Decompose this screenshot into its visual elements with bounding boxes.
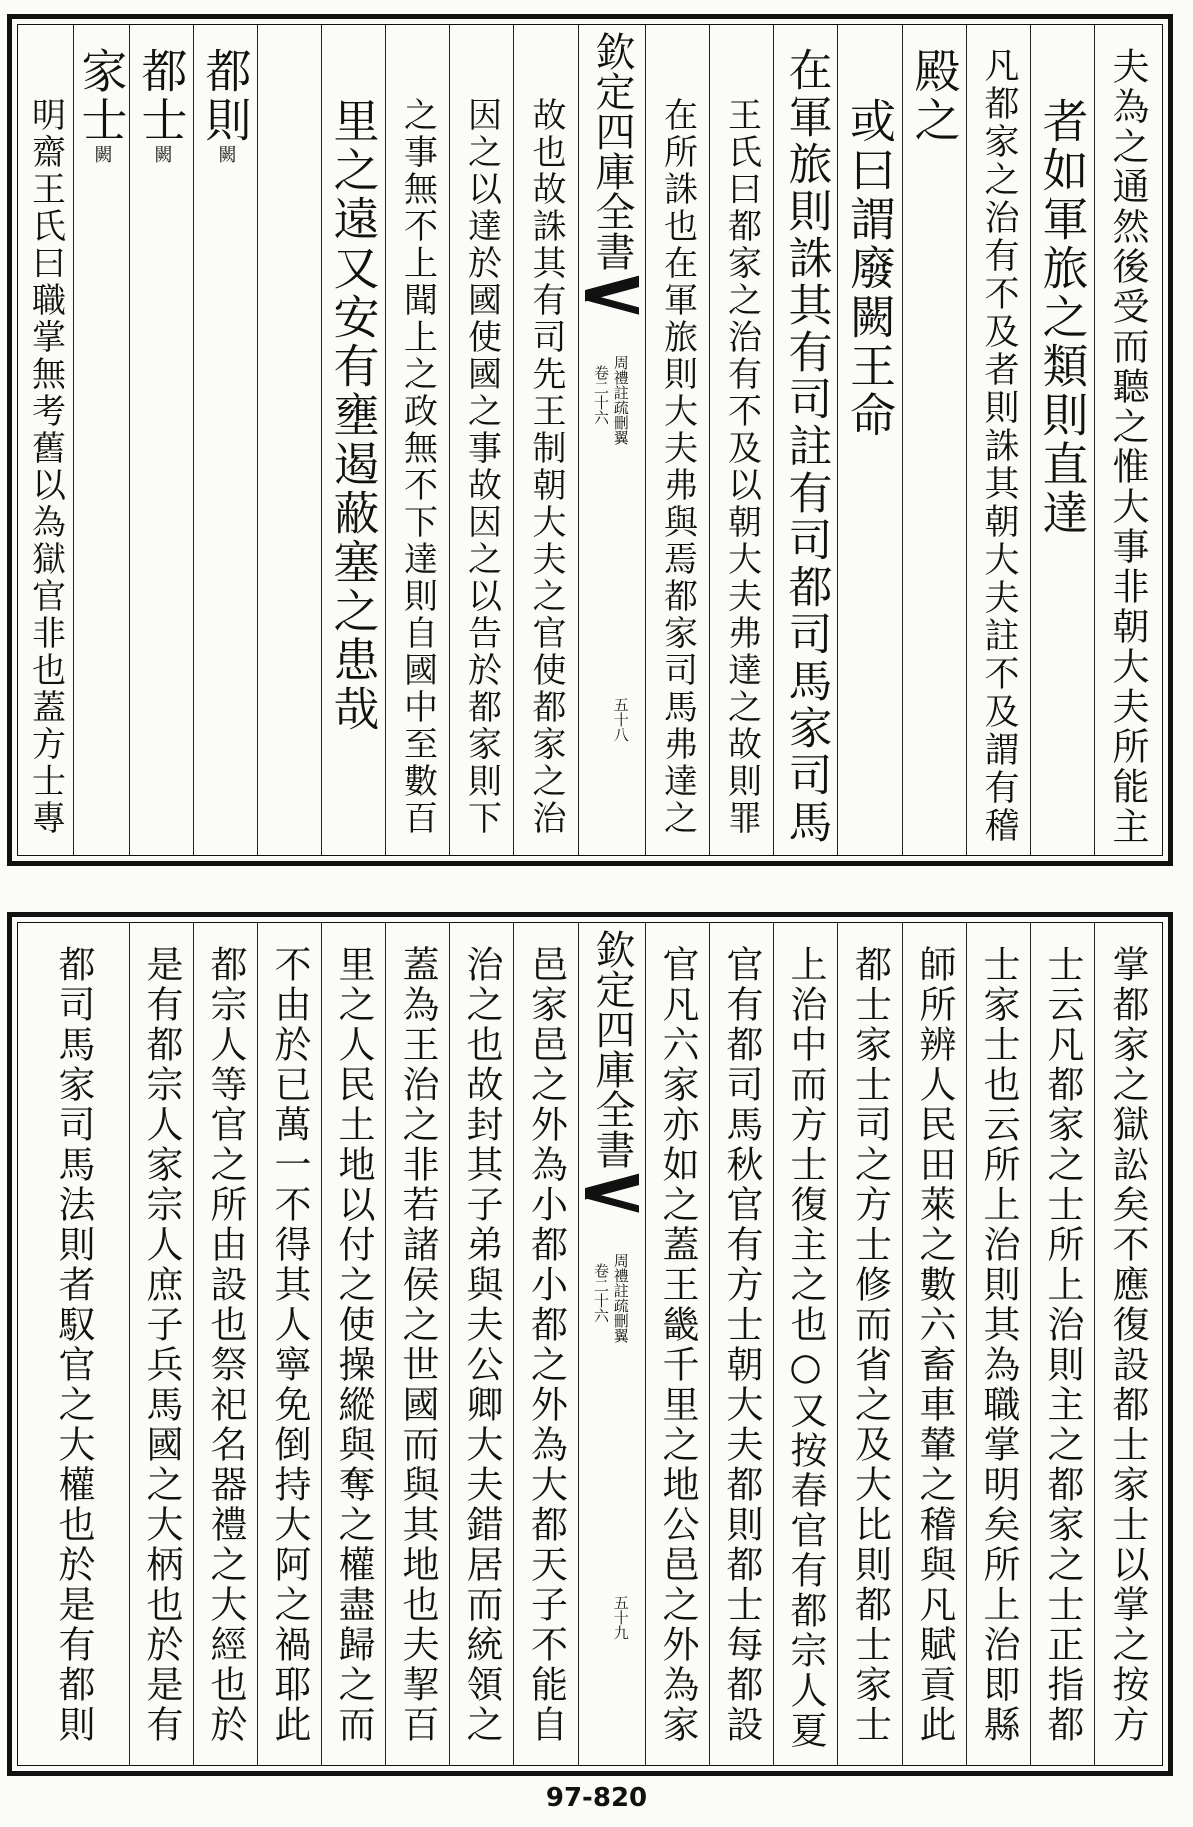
text-column	[129, 25, 193, 855]
column-text-main: 都士	[134, 47, 189, 145]
column-text	[1035, 97, 1090, 538]
column-text-main: 蓋為王治之非若諸侯之世國而與其地也夫挈百	[396, 945, 439, 1745]
lacuna-mark: 闕	[151, 145, 173, 163]
column-text	[268, 945, 311, 1745]
text-column	[1094, 25, 1160, 855]
text-column	[709, 923, 773, 1765]
column-text-main: 里之人民土地以付之使操縱與奪之權盡歸之而	[332, 945, 375, 1745]
column-text	[396, 945, 439, 1745]
column-text	[1041, 945, 1084, 1745]
leaf-number: 五十八	[611, 697, 630, 742]
column-text	[460, 945, 503, 1745]
column-text-main: 都則	[198, 47, 253, 145]
column-text-main: 王氏曰都家之治有不及以朝大夫弗達之故則罪	[721, 97, 762, 837]
column-text-main: 治之也故封其子弟與夫公卿大夫錯居而統領之	[460, 945, 503, 1745]
column-text	[397, 97, 438, 837]
column-text-main: 不由於已萬一不得其人寧免倒持大阿之禍耶此	[268, 945, 311, 1745]
bottom-page-inner-frame	[17, 922, 1163, 1766]
text-column	[837, 25, 902, 855]
column-text-main: 都士家士司之方士修而省之及大比則都士家士	[848, 945, 892, 1745]
column-text-main: 者如軍旅之類則直達	[1035, 97, 1090, 538]
text-column	[193, 25, 257, 855]
text-column	[321, 923, 385, 1765]
top-page	[7, 14, 1173, 866]
lacuna-mark: 闕	[91, 145, 113, 163]
column-text-main: 上治中而方士復主之也○又按春官有都宗人夏	[784, 945, 827, 1751]
text-column	[513, 923, 578, 1765]
text-column	[1030, 25, 1094, 855]
fish-tail-mark-lower	[585, 293, 639, 315]
column-text-main: 士云凡都家之士所上治則主之都家之士正指都	[1041, 945, 1084, 1745]
text-column	[1094, 923, 1160, 1765]
column-text	[913, 945, 956, 1745]
text-column	[902, 25, 966, 855]
column-text	[848, 945, 892, 1745]
column-text	[1106, 47, 1149, 847]
text-column	[257, 25, 321, 855]
column-text	[25, 97, 66, 837]
column-text	[780, 47, 832, 846]
column-text-main: 在軍旅則誅其有司註有司都司馬家司馬	[780, 47, 832, 846]
fish-tail-mark-lower	[585, 1191, 639, 1213]
book-title: 周禮註疏刪翼	[611, 1253, 630, 1343]
text-column	[257, 923, 321, 1765]
text-column	[18, 923, 129, 1765]
center-band	[578, 25, 645, 855]
text-column	[773, 923, 837, 1765]
bottom-page	[7, 912, 1173, 1776]
text-column	[966, 25, 1030, 855]
text-column	[645, 923, 709, 1765]
text-column	[73, 25, 129, 855]
column-text-main: 在所誅也在軍旅則大夫弗與焉都家司馬弗達之	[657, 97, 698, 837]
column-text	[198, 47, 253, 163]
text-column	[837, 923, 902, 1765]
text-column	[129, 923, 193, 1765]
text-column	[193, 923, 257, 1765]
text-column	[709, 25, 773, 855]
column-text-main: 官有都司馬秋官有方士朝大夫都則都士每都設	[720, 945, 763, 1745]
text-column	[321, 25, 385, 855]
column-text-main: 殿之	[907, 47, 962, 145]
text-column	[18, 25, 73, 855]
text-column	[385, 25, 449, 855]
column-text-main: 師所辨人民田萊之數六畜車輦之稽與凡賦貢此	[913, 945, 956, 1745]
column-text-main: 都宗人等官之所由設也祭祀名器禮之大經也於	[204, 945, 247, 1745]
column-text-main: 士家士也云所上治則其為職掌明矣所上治即縣	[977, 945, 1020, 1745]
column-text	[52, 945, 95, 1745]
text-column	[645, 25, 709, 855]
center-band	[578, 923, 645, 1765]
column-text	[526, 97, 566, 837]
column-text-main: 故也故誅其有司先王制朝大夫之官使都家之治	[526, 97, 566, 837]
column-text	[204, 945, 247, 1745]
column-text-main: 邑家邑之外為小都小都之外為大都天子不能自	[524, 945, 568, 1745]
column-text-main: 官凡六家亦如之蓋王畿千里之地公邑之外為家	[656, 945, 699, 1745]
juan-number: 卷二十六	[591, 365, 610, 425]
leaf-number: 五十九	[611, 1595, 630, 1640]
text-column	[385, 923, 449, 1765]
text-column	[449, 923, 513, 1765]
column-text	[656, 945, 699, 1745]
column-text-main: 之事無不上聞上之政無不下達則自國中至數百	[397, 97, 438, 837]
column-text-main: 都司馬家司馬法則者馭官之大權也於是有都則	[52, 945, 95, 1745]
column-text	[721, 97, 762, 837]
column-text	[134, 47, 189, 163]
column-text-main: 夫為之通然後受而聽之惟大事非朝大夫所能主	[1106, 47, 1149, 847]
text-column	[966, 923, 1030, 1765]
column-text	[74, 47, 129, 163]
column-text-main: 因之以達於國使國之事故因之以告於都家則下	[461, 97, 502, 837]
collection-title: 欽定四庫全書	[589, 929, 635, 1169]
column-text-main: 家士	[74, 47, 129, 145]
column-text	[326, 97, 381, 734]
column-text-main: 或曰謂廢闕王命	[843, 97, 897, 440]
column-text	[1106, 945, 1149, 1745]
column-text	[720, 945, 763, 1745]
text-column	[1030, 923, 1094, 1765]
lacuna-mark: 闕	[215, 145, 237, 163]
column-text-main: 是有都宗人家宗人庶子兵馬國之大柄也於是有	[140, 945, 183, 1745]
book-title: 周禮註疏刪翼	[611, 355, 630, 445]
column-text	[657, 97, 698, 837]
text-column	[513, 25, 578, 855]
column-text	[140, 945, 183, 1745]
column-text-main: 掌都家之獄訟矣不應復設都士家士以掌之按方	[1106, 945, 1149, 1745]
column-text	[332, 945, 375, 1745]
text-column	[902, 923, 966, 1765]
text-column	[449, 25, 513, 855]
bottom-columns	[18, 923, 1162, 1765]
column-text	[979, 47, 1019, 845]
volume-page-number: 97-820	[545, 1783, 648, 1813]
text-column	[773, 25, 837, 855]
column-text-main: 凡都家之治有不及者則誅其朝大夫註不及謂有稽	[979, 47, 1019, 845]
juan-number: 卷二十六	[591, 1263, 610, 1323]
column-text	[461, 97, 502, 837]
column-text	[784, 945, 827, 1751]
column-text-main: 明齋王氏曰職掌無考舊以為獄官非也蓋方士專	[25, 97, 66, 837]
column-text	[843, 97, 897, 440]
column-text	[977, 945, 1020, 1745]
top-page-inner-frame	[17, 24, 1163, 856]
column-text-main: 里之遠又安有壅遏蔽塞之患哉	[326, 97, 381, 734]
column-text	[907, 47, 962, 145]
column-text	[524, 945, 568, 1745]
top-columns	[18, 25, 1162, 855]
collection-title: 欽定四庫全書	[589, 31, 635, 271]
